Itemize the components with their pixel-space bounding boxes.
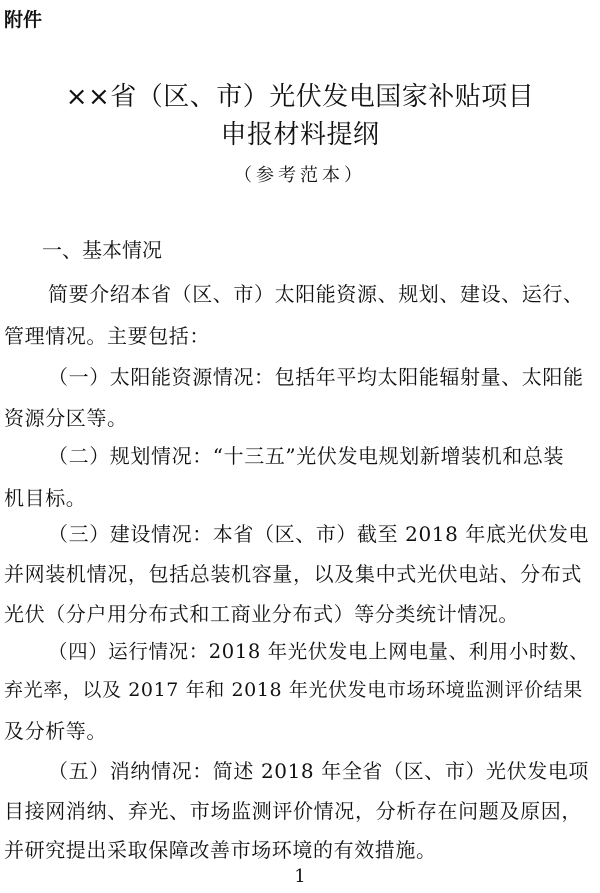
body-line: 光伏（分户用分布式和工商业分布式）等分类统计情况。 — [4, 602, 519, 626]
body-line: 并研究提出采取保障改善市场环境的有效措施。 — [4, 838, 437, 862]
body-line: （四）运行情况：2018 年光伏发电上网电量、利用小时数、 — [48, 640, 590, 663]
document-title-line-1: ××省（区、市）光伏发电国家补贴项目 — [65, 82, 535, 112]
body-line: 并网装机情况，包括总装机容量，以及集中式光伏电站、分布式 — [4, 562, 582, 586]
body-line: 机目标。 — [4, 486, 87, 510]
document-title-line-2: 申报材料提纲 — [220, 120, 380, 150]
body-line: 资源分区等。 — [4, 406, 128, 430]
body-line: （二）规划情况：“十三五”光伏发电规划新增装机和总装 — [48, 444, 565, 468]
body-line: 目接网消纳、弃光、市场监测评价情况，分析存在问题及原因， — [4, 799, 582, 823]
attachment-label: 附件 — [4, 9, 43, 31]
body-line: （三）建设情况：本省（区、市）截至 2018 年底光伏发电 — [48, 522, 590, 546]
document-subtitle: （参考范本） — [234, 165, 366, 186]
body-line: 管理情况。主要包括： — [4, 324, 210, 348]
body-line: （五）消纳情况：简述 2018 年全省（区、市）光伏发电项 — [48, 759, 590, 783]
body-line: 弃光率，以及 2017 年和 2018 年光伏发电市场环境监测评价结果 — [4, 679, 583, 701]
body-line: （一）太阳能资源情况：包括年平均太阳能辐射量、太阳能 — [48, 365, 584, 389]
section-heading-basic-situation: 一、基本情况 — [42, 238, 162, 262]
body-line: 简要介绍本省（区、市）太阳能资源、规划、建设、运行、 — [48, 282, 584, 306]
body-line: 及分析等。 — [4, 719, 107, 743]
page-number: 1 — [294, 866, 306, 887]
